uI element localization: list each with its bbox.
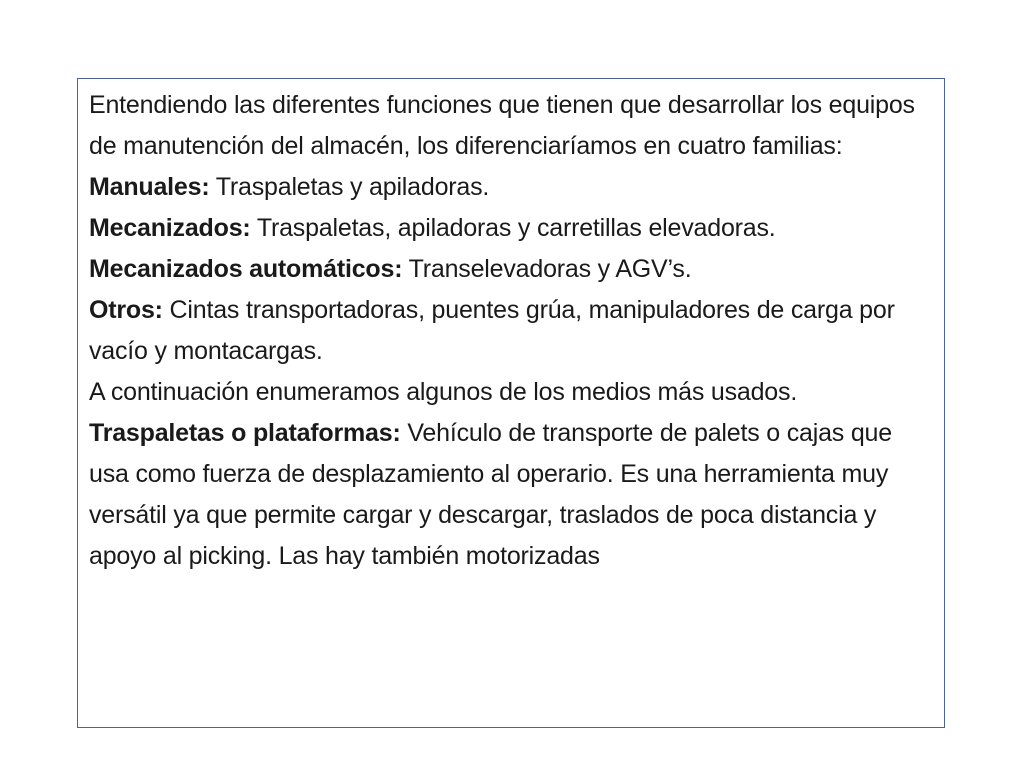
category-otros — [89, 290, 934, 372]
category-manuales — [89, 167, 934, 208]
category-description: Transelevadoras y AGV’s. — [402, 255, 692, 283]
category-description: Cintas transportadoras, puentes grúa, manipuladores de carga por vacío y montacargas. — [89, 296, 895, 365]
category-mecanizados-automaticos — [89, 249, 934, 290]
category-term: Otros: — [89, 296, 163, 324]
definition-description: Vehículo de transporte de palets o cajas que usa como fuerza de desplazamiento al operario. Es una herramienta muy versátil ya que permite cargar y descargar, traslados de poca distancia y apoyo al picking. Las hay también motorizadas — [89, 419, 892, 570]
category-description: Traspaletas, apiladoras y carretillas elevadoras. — [250, 214, 776, 242]
category-term: Mecanizados: — [89, 214, 251, 242]
category-term: Manuales: — [89, 173, 210, 201]
category-description: Traspaletas y apiladoras. — [209, 173, 490, 201]
definition-term: Traspaletas o plataformas: — [89, 419, 401, 447]
category-mecanizados — [89, 208, 934, 249]
category-term: Mecanizados automáticos: — [89, 255, 403, 283]
intro-paragraph: Entendiendo las diferentes funciones que tienen que desarrollar los equipos de manutención del almacén, los diferenciaríamos en cuatro familias: — [89, 91, 915, 160]
text-box — [77, 78, 945, 728]
definition-paragraph — [89, 413, 934, 577]
continuation-paragraph: A continuación enumeramos algunos de los medios más usados. — [89, 378, 798, 406]
